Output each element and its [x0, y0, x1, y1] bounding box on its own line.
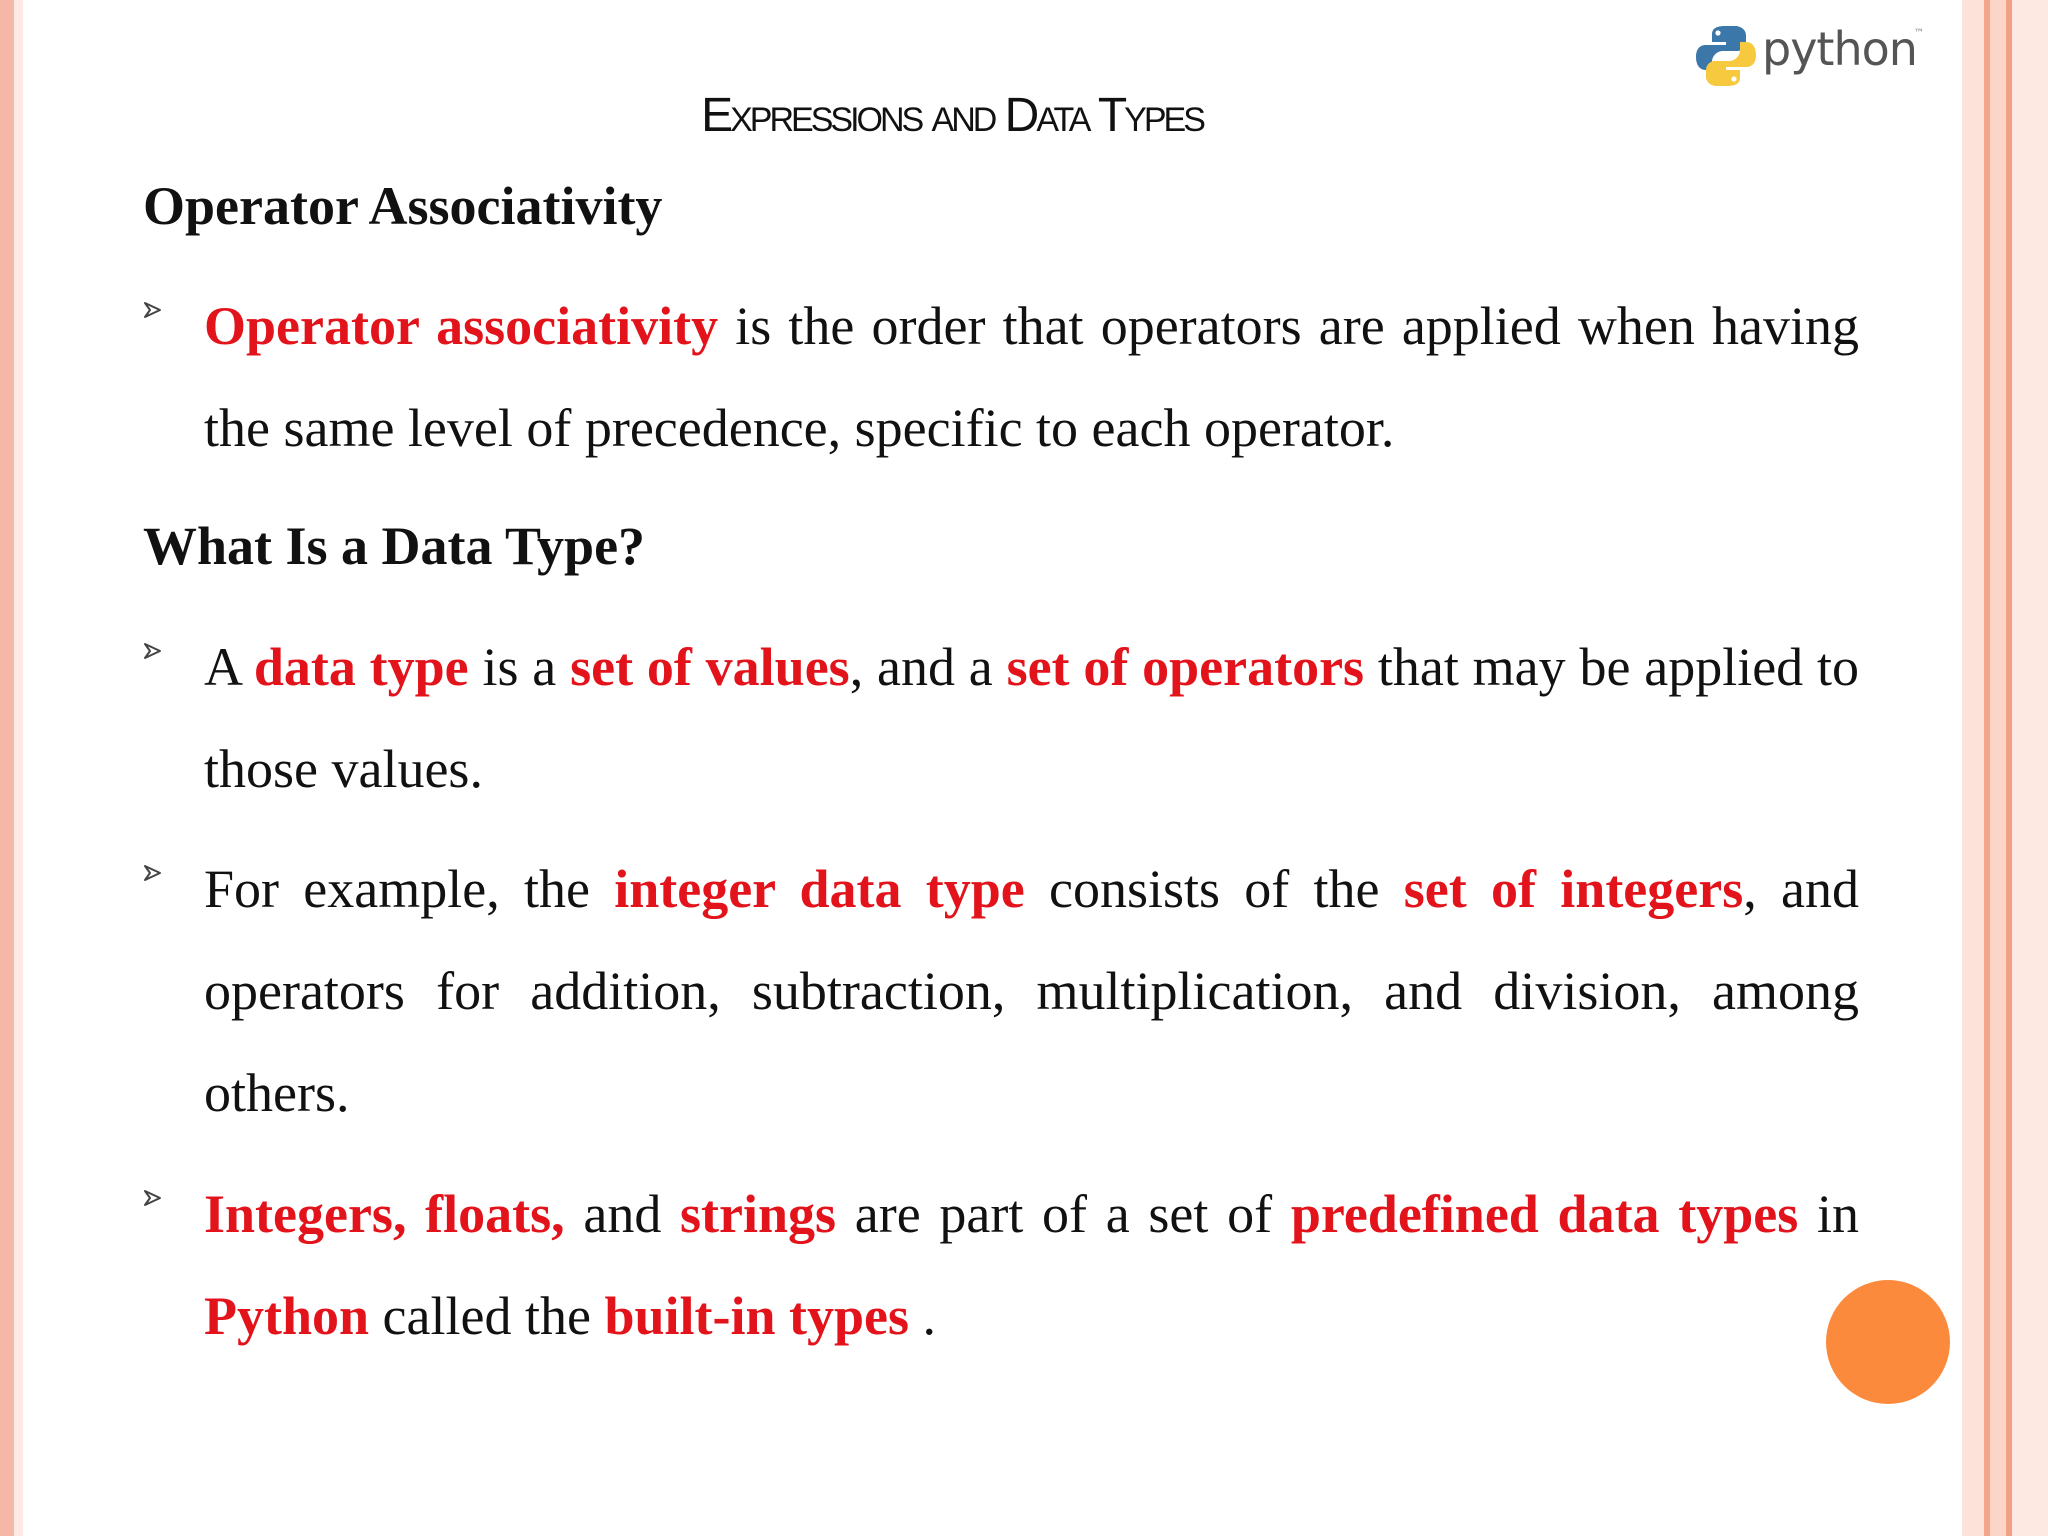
highlighted-term: built-in types	[604, 1286, 910, 1346]
text-run: , and a	[849, 637, 1007, 697]
highlighted-term: integer data type	[614, 859, 1025, 919]
text-run: in	[1798, 1184, 1859, 1244]
bullet-item	[143, 616, 1859, 820]
highlighted-term: set of operators	[1006, 637, 1365, 697]
arrow-bullet-icon	[143, 636, 163, 666]
bullet-text	[204, 616, 1859, 820]
text-run: and	[564, 1184, 681, 1244]
trademark-mark: ™	[1914, 28, 1924, 39]
highlighted-term: predefined data types	[1290, 1184, 1799, 1244]
highlighted-term: Integers, floats,	[204, 1184, 565, 1244]
highlighted-term: Python	[204, 1286, 370, 1346]
bullet-item	[143, 275, 1859, 479]
text-run: is the order that operators are applied when having the same level of precedence, specific to each operator.	[204, 296, 1860, 458]
text-run: called the	[369, 1286, 605, 1346]
text-run: , and operators for addition, subtraction, multiplication, and division, among others.	[204, 859, 1859, 1123]
decorative-orange-circle	[1826, 1280, 1950, 1404]
text-run: consists of the	[1024, 859, 1404, 919]
python-logo-icon	[1696, 24, 1756, 88]
right-border-stripe	[1990, 0, 2006, 1536]
bullet-item	[143, 1163, 1859, 1367]
highlighted-term: Operator associativity	[204, 296, 719, 356]
text-run: A	[204, 637, 254, 697]
arrow-bullet-icon	[143, 295, 163, 325]
slide-title: Expressions and Data Types	[701, 89, 1203, 142]
text-run: are part of a set of	[836, 1184, 1291, 1244]
python-wordmark: python	[1762, 22, 1917, 76]
highlighted-term: data type	[253, 637, 469, 697]
section-heading-data-type: What Is a Data Type?	[143, 516, 646, 576]
arrow-bullet-icon	[143, 1183, 163, 1213]
section-heading-associativity: Operator Associativity	[143, 176, 663, 236]
highlighted-term: set of values	[570, 637, 850, 697]
python-logo	[1696, 20, 1926, 88]
text-run: For example, the	[204, 859, 615, 919]
highlighted-term: strings	[680, 1184, 837, 1244]
bullet-text	[204, 838, 1859, 1144]
text-run: .	[909, 1286, 937, 1346]
arrow-bullet-icon	[143, 858, 163, 888]
left-border-stripe	[0, 0, 14, 1536]
bullet-text	[204, 1163, 1859, 1367]
bullet-item	[143, 838, 1859, 1144]
text-run: that may be applied to those values.	[204, 637, 1859, 799]
right-border-stripe	[1962, 0, 1984, 1536]
left-border-stripe-inner	[14, 0, 23, 1536]
highlighted-term: set of integers	[1403, 859, 1744, 919]
text-run: is a	[468, 637, 571, 697]
bullet-text	[204, 275, 1859, 479]
right-border-stripe	[2012, 0, 2048, 1536]
